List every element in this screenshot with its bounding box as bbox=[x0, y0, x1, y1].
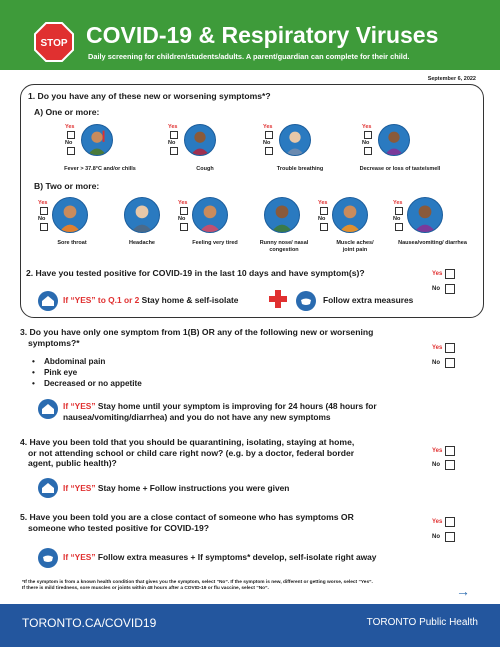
symptom-taste-label: Decrease or loss of taste/smell bbox=[359, 166, 441, 172]
symptom-headache-label: Headache bbox=[129, 240, 155, 246]
q5-line-1: 5. Have you been told you are a close contact of someone who has symptoms OR bbox=[20, 512, 354, 522]
q4-no-label: No bbox=[432, 462, 440, 468]
q4-no-checkbox[interactable] bbox=[445, 460, 455, 470]
breathing-icon bbox=[279, 124, 311, 156]
yes-checkbox[interactable] bbox=[320, 207, 328, 215]
nausea-icon bbox=[407, 197, 443, 233]
q2-extra-measures: Follow extra measures bbox=[323, 295, 414, 305]
q5-action bbox=[63, 552, 376, 563]
symptom-muscle-aches-label: Muscle aches/ joint pain bbox=[336, 240, 374, 253]
question-1: 1. Do you have any of these new or worsening symptoms*? bbox=[28, 91, 271, 101]
yes-label: Yes bbox=[362, 124, 372, 130]
q4-if-yes: If “YES” bbox=[63, 483, 96, 493]
q2-no-label: No bbox=[432, 286, 440, 292]
q3-bullet-3: • Decreased or no appetite bbox=[32, 379, 142, 388]
yes-checkbox[interactable] bbox=[395, 207, 403, 215]
mask-icon bbox=[38, 548, 58, 568]
home-icon bbox=[38, 399, 58, 419]
no-label: No bbox=[178, 216, 186, 222]
symptom-nausea-label: Nausea/vomiting/ diarrhea bbox=[398, 240, 467, 246]
q5-line-2: someone who tested positive for COVID-19? bbox=[28, 522, 209, 533]
q4-line-3: agent, public health)? bbox=[28, 458, 117, 469]
no-checkbox[interactable] bbox=[180, 223, 188, 231]
tired-icon bbox=[192, 197, 228, 233]
symptom-tired-label: Feeling very tired bbox=[192, 240, 238, 246]
q2-if-yes: If “YES” to Q.1 or 2 bbox=[63, 295, 140, 305]
q3-action-line-1: Stay home until your symptom is improving for 24 hours (48 hours for bbox=[97, 401, 377, 411]
home-icon bbox=[38, 478, 58, 498]
stop-sign-icon bbox=[34, 22, 74, 62]
q4-line-1: 4. Have you been told that you should be quarantining, isolating, staying at home, bbox=[20, 437, 355, 447]
q5-if-yes: If “YES” bbox=[63, 552, 96, 562]
symptom-breathing-label: Trouble breathing bbox=[276, 166, 324, 172]
q5-yes-label: Yes bbox=[432, 519, 443, 525]
mask-icon bbox=[296, 291, 316, 311]
q3-bullet-1-text: Abdominal pain bbox=[43, 357, 106, 366]
no-label: No bbox=[263, 140, 271, 146]
q3-bullet-3-text: Decreased or no appetite bbox=[43, 379, 142, 388]
q4-line-2: or not attending school or child care right now? (e.g. by a doctor, federal border bbox=[28, 447, 355, 458]
sore-throat-icon bbox=[52, 197, 88, 233]
headache-icon bbox=[124, 197, 160, 233]
no-label: No bbox=[318, 216, 326, 222]
q5-yes-checkbox[interactable] bbox=[445, 517, 455, 527]
symptom-cough-label: Cough bbox=[196, 166, 214, 172]
no-checkbox[interactable] bbox=[265, 147, 273, 155]
yes-label: Yes bbox=[393, 200, 403, 206]
symptom-fever-label: Fever > 37.8°C and/or chills bbox=[64, 166, 136, 172]
yes-checkbox[interactable] bbox=[170, 131, 178, 139]
symptom-runny-nose-label: Runny nose/ nasal congestion bbox=[259, 240, 309, 253]
footnote bbox=[22, 580, 452, 592]
q3-no-checkbox[interactable] bbox=[445, 358, 455, 368]
q3-action bbox=[63, 401, 377, 423]
no-checkbox[interactable] bbox=[40, 223, 48, 231]
taste-icon bbox=[378, 124, 410, 156]
question-4 bbox=[20, 437, 354, 469]
page-title: COVID-19 & Respiratory Viruses bbox=[86, 22, 439, 48]
document-date: September 6, 2022 bbox=[427, 76, 476, 82]
q5-action-text: Follow extra measures + If symptoms* develop, self-isolate right away bbox=[97, 552, 377, 562]
q4-yes-checkbox[interactable] bbox=[445, 446, 455, 456]
q3-line-1: 3. Do you have only one symptom from 1(B) OR any of the following new or worsening bbox=[20, 327, 374, 337]
no-checkbox[interactable] bbox=[320, 223, 328, 231]
cough-icon bbox=[184, 124, 216, 156]
symptom-sore-throat-label: Sore throat bbox=[57, 240, 87, 246]
no-label: No bbox=[65, 140, 73, 146]
q4-action-text: Stay home + Follow instructions you were given bbox=[97, 483, 290, 493]
question-3 bbox=[20, 327, 373, 348]
header-banner bbox=[0, 0, 500, 70]
page-subtitle: Daily screening for children/students/adults. A parent/guardian can complete for their child. bbox=[88, 52, 410, 61]
q2-yes-label: Yes bbox=[432, 271, 443, 277]
q4-yes-label: Yes bbox=[432, 448, 443, 454]
section-b-label: B) Two or more: bbox=[34, 181, 100, 191]
q5-no-label: No bbox=[432, 534, 440, 540]
yes-checkbox[interactable] bbox=[180, 207, 188, 215]
yes-label: Yes bbox=[318, 200, 328, 206]
yes-label: Yes bbox=[263, 124, 273, 130]
footnote-line-1: *If the symptom is from a known health condition that gives you the symptom, select “No”. If the symptom is new, different or getting worse, select “Yes”. bbox=[22, 580, 373, 585]
no-checkbox[interactable] bbox=[170, 147, 178, 155]
yes-label: Yes bbox=[65, 124, 75, 130]
q2-yes-checkbox[interactable] bbox=[445, 269, 455, 279]
next-page-arrow-icon[interactable]: → bbox=[456, 583, 470, 599]
muscle-aches-icon bbox=[332, 197, 368, 233]
section-a-label: A) One or more: bbox=[34, 107, 100, 117]
no-label: No bbox=[362, 140, 370, 146]
no-label: No bbox=[168, 140, 176, 146]
no-checkbox[interactable] bbox=[67, 147, 75, 155]
q3-yes-checkbox[interactable] bbox=[445, 343, 455, 353]
q3-bullet-2: • Pink eye bbox=[32, 368, 78, 377]
q5-no-checkbox[interactable] bbox=[445, 532, 455, 542]
fever-icon bbox=[81, 124, 113, 156]
yes-label: Yes bbox=[38, 200, 48, 206]
runny-nose-icon bbox=[264, 197, 300, 233]
question-2: 2. Have you tested positive for COVID-19 in the last 10 days and have symptom(s)? bbox=[26, 268, 365, 278]
question-5 bbox=[20, 512, 354, 533]
yes-checkbox[interactable] bbox=[265, 131, 273, 139]
footer-banner bbox=[0, 604, 500, 647]
q3-bullet-2-text: Pink eye bbox=[43, 368, 78, 377]
home-icon bbox=[38, 291, 58, 311]
q3-if-yes: If “YES” bbox=[63, 401, 96, 411]
q3-action-line-2: nausea/vomiting/diarrhea) and you do not have any new symptoms bbox=[63, 411, 331, 422]
q3-yes-label: Yes bbox=[432, 345, 443, 351]
yes-checkbox[interactable] bbox=[40, 207, 48, 215]
yes-checkbox[interactable] bbox=[364, 131, 372, 139]
yes-label: Yes bbox=[168, 124, 178, 130]
no-label: No bbox=[38, 216, 46, 222]
q4-action bbox=[63, 483, 289, 494]
footnote-line-2: If there is mild tiredness, sore muscles or joints within 48 hours after a COVID-19 or flu vaccine, select “No”. bbox=[22, 586, 269, 592]
yes-label: Yes bbox=[178, 200, 188, 206]
stop-sign-text: STOP bbox=[40, 38, 68, 49]
no-checkbox[interactable] bbox=[395, 223, 403, 231]
footer-url[interactable]: TORONTO.CA/COVID19 bbox=[22, 616, 157, 630]
q2-stay-home: Stay home & self-isolate bbox=[141, 295, 239, 305]
red-cross-icon bbox=[269, 290, 287, 308]
no-label: No bbox=[393, 216, 401, 222]
q3-bullet-1: • Abdominal pain bbox=[32, 357, 106, 366]
no-checkbox[interactable] bbox=[364, 147, 372, 155]
yes-checkbox[interactable] bbox=[67, 131, 75, 139]
q2-action bbox=[63, 295, 238, 306]
q3-line-2: symptoms?* bbox=[28, 337, 80, 348]
toronto-public-health-logo: TORONTO Public Health bbox=[366, 617, 478, 628]
q3-no-label: No bbox=[432, 360, 440, 366]
q2-no-checkbox[interactable] bbox=[445, 284, 455, 294]
